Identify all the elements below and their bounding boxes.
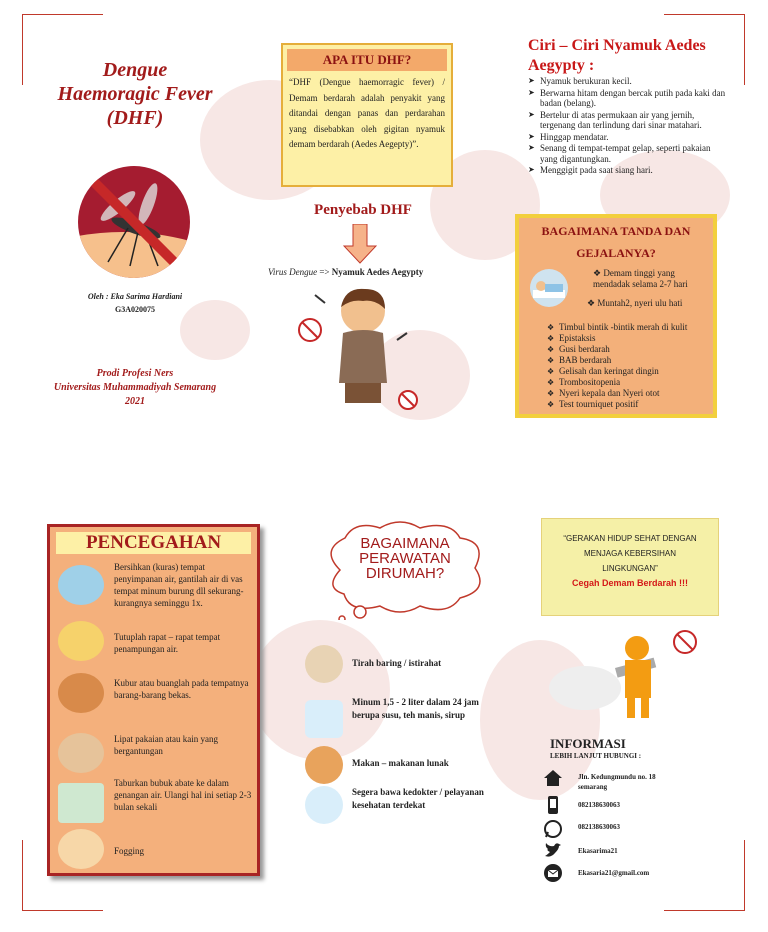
symptom-top: ❖ Demam tinggi yang mendadak selama 2-7 hari [593,268,688,289]
symptoms-box [515,214,717,418]
soft-food-bowl-icon [305,746,343,784]
list-item: ➤ Nyamuk berukuran kecil. [528,76,728,87]
phone-icon [543,795,563,815]
home-care-item: Tirah baring / istirahat [352,658,442,668]
list-item: ❖ Timbul bintik -bintik merah di kulit [547,322,717,333]
list-item: ❖ Gelisah dan keringat dingin [547,366,717,377]
hospital-icon [305,786,343,824]
bed-rest-icon [305,645,343,683]
symptom-top: ❖ Muntah2, nyeri ulu hati [587,298,683,308]
email-address: Ekasaria21@gmail.com [578,869,650,877]
student-id: G3A020075 [115,305,155,314]
home-care-item: Makan – makanan lunak [352,758,449,768]
fogging-icon [58,829,104,869]
cover-title: Dengue Haemoragic Fever (DHF) [57,59,213,129]
prevention-item: Tutuplah rapat – rapat tempat penampungan air. [114,632,221,654]
author-name: Oleh : Eka Sarima Hardiani [87,292,183,301]
list-item: ➤ Senang di tempat-tempat gelap, seperti pakaian yang digantungkan. [528,143,728,164]
twitter-handle: Ekasarima21 [578,847,618,855]
phone-number: 082138630063 [578,801,620,809]
address: Jln. Kedungmundu no. 18 semarang [578,773,656,791]
prevention-item: Lipat pakaian atau kain yang bergantungan [114,734,218,756]
what-is-dhf-box [281,43,453,187]
list-item: ❖ Gusi berdarah [547,344,717,355]
home-care-item: Minum 1,5 - 2 liter dalam 24 jam berupa susu, teh manis, sirup [352,697,479,720]
fogging-worker-illustration [545,628,705,720]
mosquito-traits-heading: Ciri – Ciri Nyamuk Aedes Aegypty : [528,37,706,74]
cause-line: Virus Dengue => Nyamuk Aedes Aegypty [268,267,424,277]
what-is-dhf-heading: APA ITU DHF? [287,49,447,71]
prevention-heading: PENCEGAHAN [56,532,251,554]
home-icon [543,768,563,788]
sick-patient-icon [527,268,571,308]
list-item: ➤ Berwarna hitam dengan bercak putih pada kaki dan badan (belang). [528,88,728,109]
list-item: ❖ BAB berdarah [547,355,717,366]
prevention-box [47,524,260,876]
institution: Prodi Profesi Ners Universitas Muhammadiyah Semarang 2021 [53,368,217,407]
list-item: ➤ Hinggap mendatar. [528,132,728,143]
home-care-item: Segera bawa kedokter / pelayanan kesehatan terdekat [352,787,484,810]
prevention-item: Bersihkan (kuras) tempat penyimpanan air, gantilah air di vas tempat minum burung dll sekurang-kurangnya seminggu 1x. [114,562,244,608]
campaign-box [541,518,719,616]
info-subheading: LEBIH LANJUT HUBUNGI : [550,752,642,760]
campaign-quote: “GERAKAN HIDUP SEHAT DENGAN MENJAGA KEBERSIHAN LINGKUNGAN” [563,534,697,573]
campaign-call: Cegah Demam Berdarah !!! [571,578,689,588]
mosquito-ban-logo [78,166,190,278]
trash-icon [58,673,104,713]
list-item: ❖ Test tourniquet positif [547,399,717,410]
prevention-item: Taburkan bubuk abate ke dalam genangan air. Ulangi hal ini setiap 2-3 bulan sekali [114,778,252,812]
list-item: ➤ Menggigit pada saat siang hari. [528,165,728,176]
list-item: ❖ Nyeri kepala dan Nyeri otot [547,388,717,399]
clothes-icon [58,733,104,773]
corner-frame [664,840,745,911]
twitter-icon[interactable] [543,841,563,861]
mosquito-traits-list [528,76,728,177]
symptoms-heading: BAGAIMANA TANDA DAN GEJALANYA? [541,224,691,260]
water-container-icon [58,621,104,661]
cleaning-icon [58,565,104,605]
list-item: ❖ Trombositopenia [547,377,717,388]
home-care-heading: BAGAIMANA PERAWATAN DIRUMAH? [359,535,451,582]
whatsapp-icon[interactable] [543,819,563,839]
prevention-item: Fogging [114,846,145,856]
cause-heading: Penyebab DHF [314,202,412,218]
symptoms-list [547,322,717,410]
list-item: ❖ Epistaksis [547,333,717,344]
water-glass-icon [305,700,343,738]
abate-box-icon [58,783,104,823]
what-is-dhf-text: “DHF (Dengue haemorragic fever) / Demam berdarah adalah penyakit yang ditandai dengan panas dan perdarahan yang disebabkan oleh gigitan nyamuk demam berdarah (Aedes Aegepty)”. [289,77,445,149]
sick-boy-illustration [295,285,425,410]
arrow-down-icon [343,224,377,264]
whatsapp-number: 082138630063 [578,823,620,831]
email-icon[interactable] [543,863,563,883]
info-heading: INFORMASI [550,736,626,751]
prevention-item: Kubur atau buanglah pada tempatnya barang-barang bekas. [114,678,249,700]
list-item: ➤ Bertelur di atas permukaan air yang jernih, tergenang dan terlindung dari sinar matahari. [528,110,728,131]
